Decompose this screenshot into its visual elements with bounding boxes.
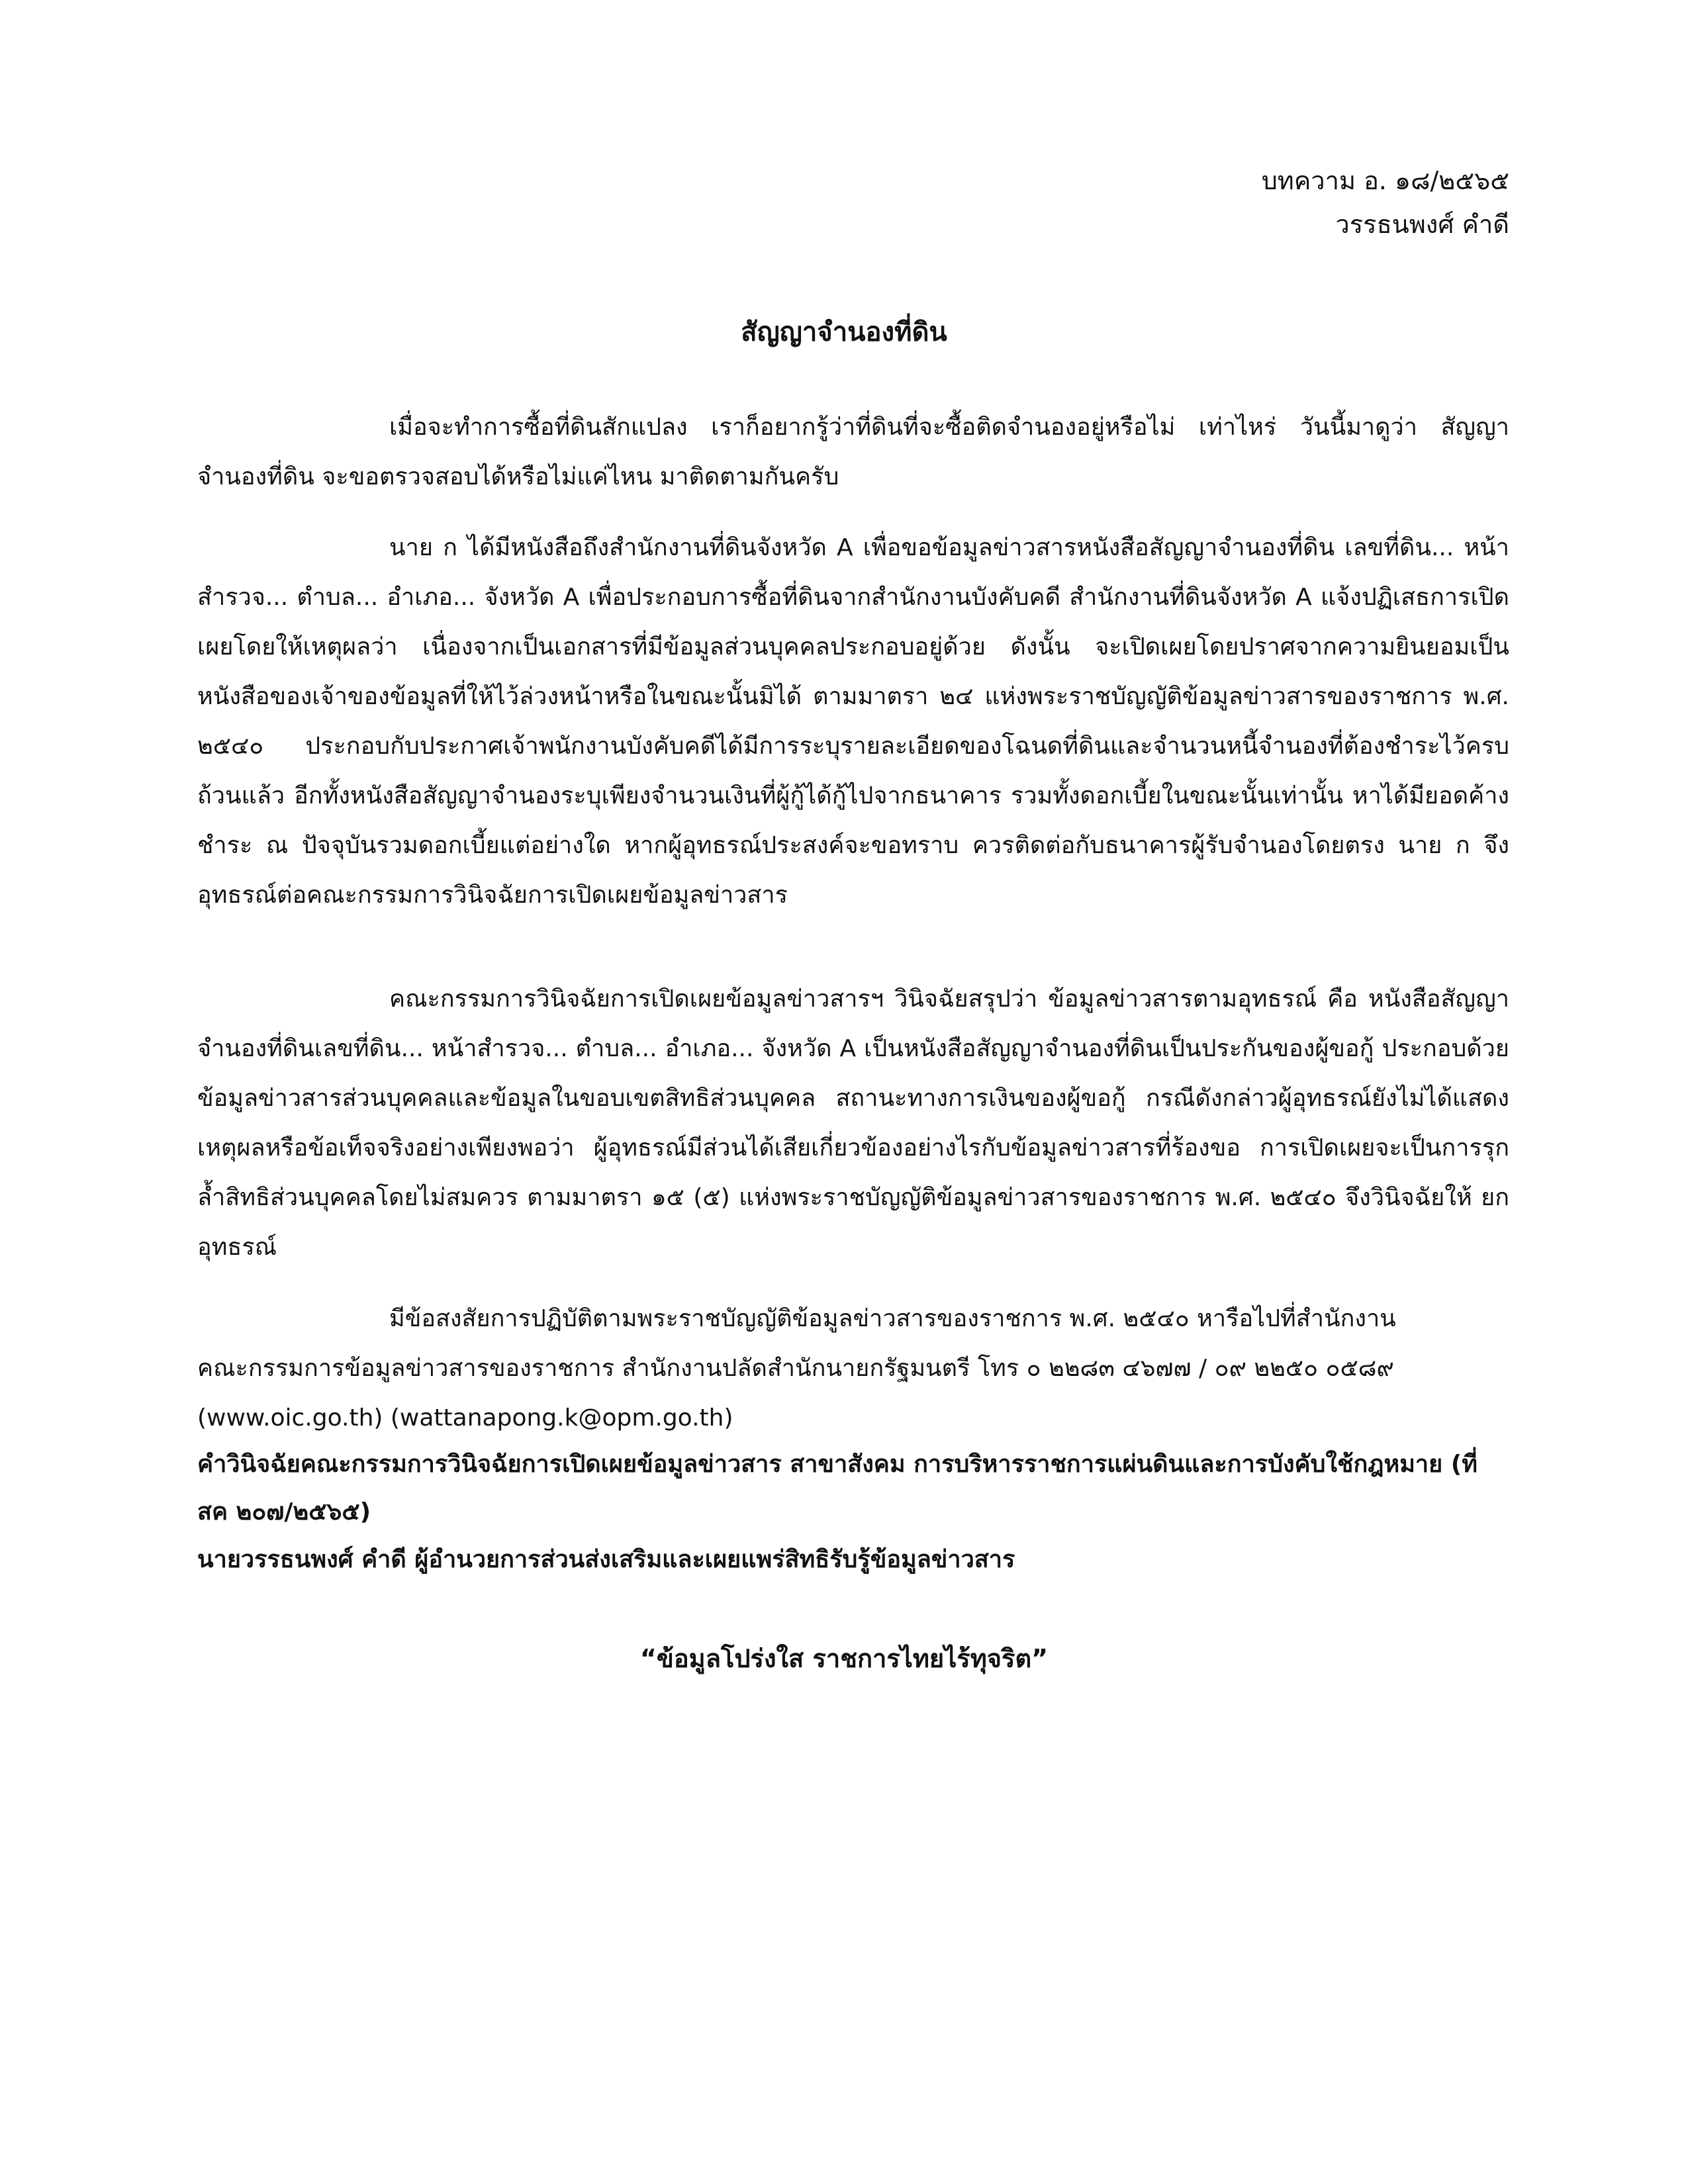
author-signature-line: นายวรรธนพงศ์ คำดี ผู้อำนวยการส่วนส่งเสริมและเผยแพร่สิทธิรับรู้ข้อมูลข่าวสาร [197, 1546, 1015, 1573]
slogan: “ข้อมูลโปร่งใส ราชการไทยไร้ทุจริต” [639, 1644, 1049, 1673]
contact-block [197, 1294, 1509, 1443]
case-facts-paragraph: นาย ก ได้มีหนังสือถึงสำนักงานที่ดินจังหวัด A เพื่อขอข้อมูลข่าวสารหนังสือสัญญาจำนองที่ดิน เลขที่ดิน... หน้าสำรวจ... ตำบล... อำเภอ... จังหวัด A เพื่อประกอบการซื้อที่ดินจากสำนักงานบังคับคดี สำนักงานที่ดินจังหวัด A แจ้งปฏิเสธการเปิดเผยโดยให้เหตุผลว่า เนื่องจากเป็นเอกสารที่มีข้อมูลส่วนบุคคลประกอบอยู่ด้วย ดังนั้น จะเปิดเผยโดยปราศจากความยินยอมเป็นหนังสือของเจ้าของข้อมูลที่ให้ไว้ล่วงหน้าหรือในขณะนั้นมิได้ ตามมาตรา ๒๔ แห่งพระราชบัญญัติข้อมูลข่าวสารของราชการ พ.ศ. ๒๕๔๐ ประกอบกับประกาศเจ้าพนักงานบังคับคดีได้มีการระบุรายละเอียดของโฉนดที่ดินและจำนวนหนี้จำนองที่ต้องชำระไว้ครบถ้วนแล้ว อีกทั้งหนังสือสัญญาจำนองระบุเพียงจำนวนเงินที่ผู้กู้ได้กู้ไปจากธนาคาร รวมทั้งดอกเบี้ยในขณะนั้นเท่านั้น หาได้มียอดค้างชำระ ณ ปัจจุบันรวมดอกเบี้ยแต่อย่างใด หากผู้อุทธรณ์ประสงค์จะขอทราบ ควรติดต่อกับธนาคารผู้รับจำนองโดยตรง นาย ก จึงอุทธรณ์ต่อคณะกรรมการวินิจฉัยการเปิดเผยข้อมูลข่าวสาร [197, 534, 1509, 909]
ruling-citation: คำวินิจฉัยคณะกรรมการวินิจฉัยการเปิดเผยข้อมูลข่าวสาร สาขาสังคม การบริหารราชการแผ่นดินและการบังคับใช้กฎหมาย (ที่ สค ๒๐๗/๒๕๖๕) [197, 1451, 1477, 1525]
contact-line-3: (www.oic.go.th) (wattanapong.k@opm.go.th) [197, 1404, 733, 1432]
contact-line-1: มีข้อสงสัยการปฏิบัติตามพระราชบัญญัติข้อมูลข่าวสารของราชการ พ.ศ. ๒๕๔๐ หารือไปที่สำนักงาน [389, 1305, 1396, 1332]
ruling-reference [197, 1441, 1509, 1584]
document-title: สัญญาจำนองที่ดิน [741, 317, 947, 347]
document-header [1262, 159, 1509, 246]
intro-paragraph: เมื่อจะทำการซื้อที่ดินสักแปลง เราก็อยากรู้ว่าที่ดินที่จะซื้อติดจำนองอยู่หรือไม่ เท่าไหร่ วันนี้มาดูว่า สัญญาจำนองที่ดิน จะขอตรวจสอบได้หรือไม่แค่ไหน มาติดตามกันครับ [197, 414, 1509, 490]
contact-line-2: คณะกรรมการข้อมูลข่าวสารของราชการ สำนักงานปลัดสำนักนายกรัฐมนตรี โทร ๐ ๒๒๘๓ ๔๖๗๗ / ๐๙ ๒๒๕๐ ๐๕๘๙ [197, 1355, 1394, 1382]
ruling-paragraph: คณะกรรมการวินิจฉัยการเปิดเผยข้อมูลข่าวสารฯ วินิจฉัยสรุปว่า ข้อมูลข่าวสารตามอุทธรณ์ คือ หนังสือสัญญาจำนองที่ดินเลขที่ดิน... หน้าสำรวจ... ตำบล... อำเภอ... จังหวัด A เป็นหนังสือสัญญาจำนองที่ดินเป็นประกันของผู้ขอกู้ ประกอบด้วยข้อมูลข่าวสารส่วนบุคคลและข้อมูลในขอบเขตสิทธิส่วนบุคคล สถานะทางการเงินของผู้ขอกู้ กรณีดังกล่าวผู้อุทธรณ์ยังไม่ได้แสดงเหตุผลหรือข้อเท็จจริงอย่างเพียงพอว่า ผู้อุทธรณ์มีส่วนได้เสียเกี่ยวข้องอย่างไรกับข้อมูลข่าวสารที่ร้องขอ การเปิดเผยจะเป็นการรุกล้ำสิทธิส่วนบุคคลโดยไม่สมควร ตามมาตรา ๑๕ (๕) แห่งพระราชบัญญัติข้อมูลข่าวสารของราชการ พ.ศ. ๒๕๔๐ จึงวินิจฉัยให้ ยกอุทธรณ์ [197, 985, 1509, 1261]
author-name: วรรธนพงศ์ คำดี [1335, 210, 1509, 239]
article-number: บทความ อ. ๑๘/๒๕๖๕ [1261, 166, 1509, 195]
